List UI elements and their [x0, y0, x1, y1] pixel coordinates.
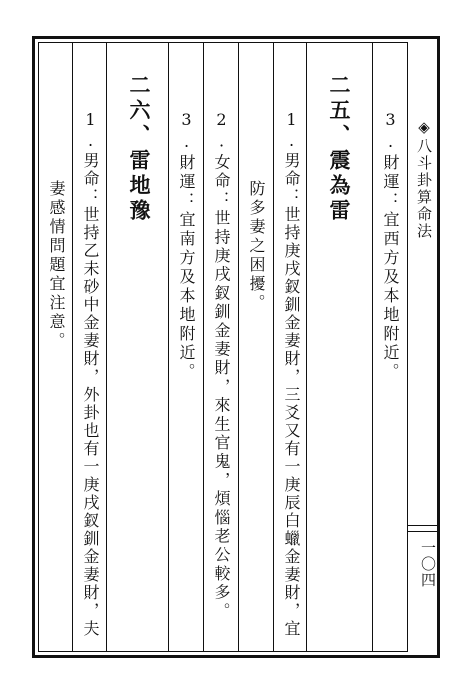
text-column: 2.女命：世持庚戌釵釧金妻財，來生官鬼，煩惱老公較多。 [212, 110, 231, 621]
column-rule [238, 43, 239, 651]
section-heading: 二五、震為雷 [327, 74, 351, 224]
page-number: 一〇四 [419, 540, 437, 588]
section-heading: 二六、雷地豫 [127, 74, 151, 224]
column-rule [72, 43, 73, 651]
column-rule [168, 43, 169, 651]
text-column: 妻感情問題宜注意。 [47, 180, 66, 351]
column-rule [203, 43, 204, 651]
page-number-rule [408, 531, 440, 532]
text-column: 3.財運：宜西方及本地附近。 [381, 110, 400, 382]
column-rule [106, 43, 107, 651]
column-rule [306, 43, 307, 651]
column-rule [273, 43, 274, 651]
text-column: 3.財運：宜南方及本地附近。 [177, 110, 196, 382]
column-rule [372, 43, 373, 651]
text-column: 防多妻之困擾。 [247, 180, 266, 313]
page-number-rule [408, 525, 440, 526]
book-title: ◈八斗卦算命法 [415, 118, 433, 240]
text-column: 1.男命：世持乙未砂中金妻財，外卦也有一庚戌釵釧金妻財，夫 [81, 110, 100, 638]
text-column: 1.男命：世持庚戌釵釧金妻財，三爻又有一庚辰白蠟金妻財，宜 [282, 110, 301, 638]
